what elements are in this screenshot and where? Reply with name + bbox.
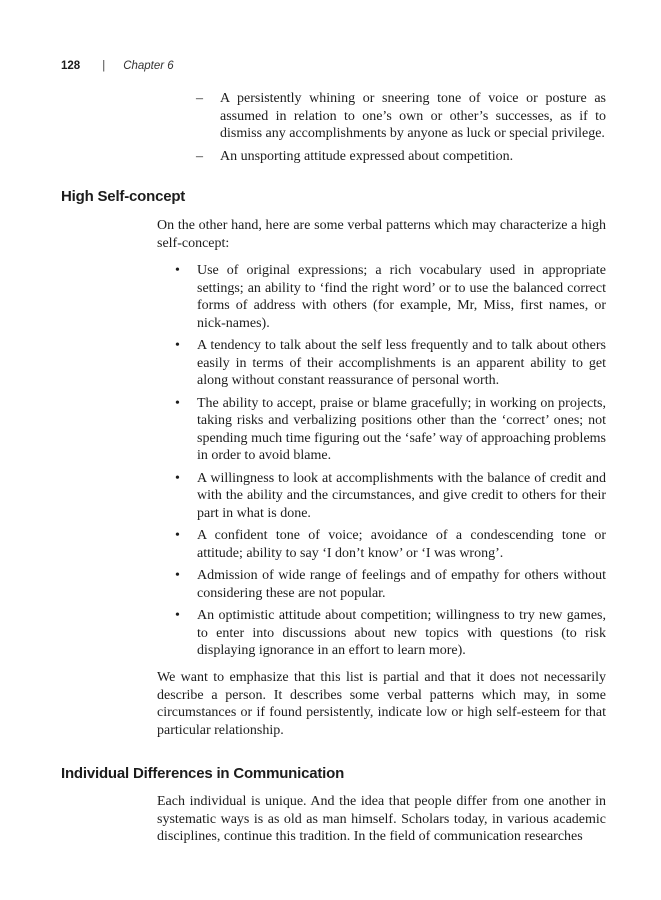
bullet-list-item: • Use of original expressions; a rich vocabulary used in appropriate settings; an ability to ‘find the right word’ or to use the balanced correct forms of address with others (for example, Mr, Miss, first names, or nick-names). [173, 262, 606, 332]
bullet-list-item: • A willingness to look at accomplishments with the balance of credit and with the ability and the circumstances, and give credit to others for their part in what is done. [173, 470, 606, 523]
dash-list-item: – An unsporting attitude expressed about competition. [196, 148, 606, 166]
running-header [61, 58, 174, 74]
bullet-list-item: • An optimistic attitude about competition; willingness to try new games, to enter into discussions about new topics with questions (to risk displaying ignorance in an effort to learn more). [173, 607, 606, 660]
bullet-list-item: • Admission of wide range of feelings and of empathy for others without considering these are not popular. [173, 567, 606, 602]
header-separator: | [102, 60, 106, 72]
dash-list [196, 90, 606, 170]
section-heading-individual-differences: Individual Differences in Communication [61, 765, 345, 782]
section-heading-high-self-concept: High Self-concept [61, 188, 186, 205]
body-paragraph: Each individual is unique. And the idea that people differ from one another in systematic ways is as old as man himself. Scholars today, in various academic disciplines, continue this tradition. In the field of communication researches [157, 794, 606, 844]
intro-paragraph: On the other hand, here are some verbal patterns which may characterize a high self-concept: [157, 218, 606, 251]
bullet-list-item: • The ability to accept, praise or blame gracefully; in working on projects, taking risks and verbalizing positions other than the ‘correct’ ones; not spending much time figuring out the ‘safe’ way of approaching problems in order to avoid blame. [173, 395, 606, 465]
bullet-list-item: • A confident tone of voice; avoidance of a condescending tone or attitude; ability to say ‘I don’t know’ or ‘I was wrong’. [173, 527, 606, 562]
bullet-list-item: • A tendency to talk about the self less frequently and to talk about others easily in terms of their accomplishments is an apparent ability to get along without constant reassurance of personal worth. [173, 337, 606, 390]
page-number: 128 [61, 60, 81, 72]
chapter-label: Chapter 6 [123, 60, 174, 72]
closing-paragraph: We want to emphasize that this list is partial and that it does not necessarily describe a person. It describes some verbal patterns which may, in some circumstances or if found persistently, indicate low or high self-esteem for that particular relationship. [157, 670, 606, 738]
bullet-list [173, 262, 606, 665]
dash-list-item: – A persistently whining or sneering tone of voice or posture as assumed in relation to one’s own or other’s successes, as if to dismiss any accomplishments by anyone as luck or special privilege. [196, 90, 606, 143]
